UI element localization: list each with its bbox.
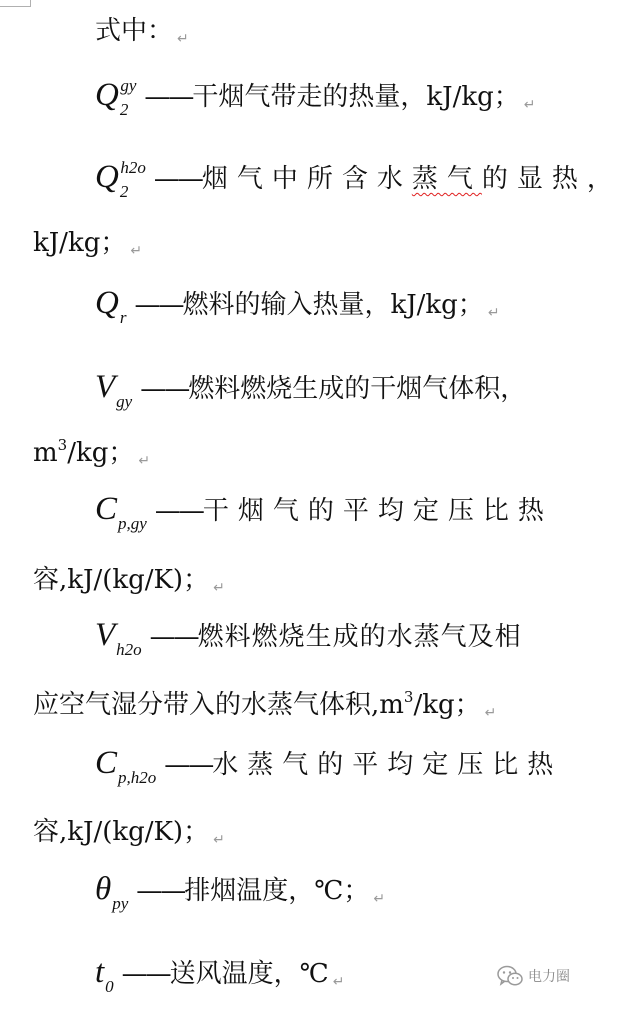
formula-subscript: 0 [105,977,114,996]
entry-q2-h2o [95,158,622,201]
entry-q2-gy [95,76,536,119]
formula-symbol: Q [95,159,119,195]
em-dash: —— [140,374,189,404]
formula-subscript: py [112,894,129,913]
formula-subscript: h2o [116,640,142,659]
formula-superscript: h2o [120,158,146,177]
formula-subscript: r [119,308,127,327]
intro-text: 式中： [95,16,174,46]
definition-text: 干烟气的平均定压比热 [202,496,553,526]
entry-qr [95,285,500,327]
paragraph-mark: ↵ [487,305,500,321]
formula-subscript: 2 [119,100,129,119]
intro-line [95,14,189,48]
definition-text: 送风温度，℃ [169,959,329,989]
entry-cp-gy [95,491,553,533]
unit-text: /kg； [413,690,481,720]
em-dash: —— [144,82,193,112]
watermark-text: 电力圈 [528,969,570,985]
entry-vgy-continuation [33,436,150,470]
formula-subscript: gy [116,392,133,411]
formula-subscript: p,h2o [118,768,157,787]
definition-text: 水蒸气的平均定压比热 [212,750,563,780]
entry-cp-gy-continuation [33,563,225,597]
paragraph-mark: ↵ [213,832,225,848]
paragraph-mark: ↵ [332,974,345,990]
definition-text: 燃料燃烧生成的水蒸气及相 [197,622,522,652]
definition-text: kJ/kg； [33,228,127,258]
em-dash: —— [164,750,213,780]
entry-cp-h2o-continuation [33,815,225,849]
definition-text: 的显热， [481,164,622,194]
unit-text: /kg； [67,438,135,468]
em-dash: —— [134,290,183,320]
entry-vh2o-continuation [33,688,496,722]
formula-symbol: t [95,954,105,990]
entry-cp-h2o [95,745,563,787]
entry-vgy [95,369,527,411]
paragraph-mark: ↵ [484,705,497,721]
definition-text: 燃料的输入热量，kJ/kg； [182,290,484,320]
formula-symbol: θ [95,871,112,907]
entry-vh2o [95,617,522,659]
definition-text: 排烟温度，℃； [184,876,370,906]
em-dash: —— [136,876,185,906]
paragraph-mark: ↵ [130,243,143,259]
formula-symbol: Q [95,77,119,113]
em-dash: —— [153,164,202,194]
definition-text: 应空气湿分带入的水蒸气体积,m [33,690,404,720]
wechat-icon [497,965,523,987]
paragraph-mark: ↵ [373,891,386,907]
definition-text: 烟气中所含水 [201,164,412,194]
spellcheck-underlined-text: 蒸气 [411,164,482,194]
paragraph-mark: ↵ [523,97,536,113]
formula-symbol: V [95,617,116,653]
formula-symbol: C [95,745,118,781]
entry-q2-h2o-continuation [33,226,142,260]
paragraph-mark: ↵ [138,453,151,469]
em-dash: —— [121,959,170,989]
unit-superscript: 3 [57,436,68,454]
em-dash: —— [149,622,198,652]
definition-text: 容,kJ/(kg/K)； [33,565,210,595]
entry-t0 [95,954,345,996]
definition-text: 干烟气带走的热量，kJ/kg； [192,82,520,112]
unit-superscript: 3 [403,688,414,706]
entry-theta-py [95,871,386,913]
definition-text: 容,kJ/(kg/K)； [33,817,210,847]
paragraph-mark: ↵ [213,580,225,596]
em-dash: —— [154,496,203,526]
formula-symbol: C [95,491,118,527]
page-corner-mark [0,0,31,7]
formula-subscript: p,gy [118,514,147,533]
unit-text: m [33,438,58,468]
formula-subscript: 2 [119,182,129,201]
watermark [497,965,570,987]
paragraph-mark: ↵ [177,31,189,47]
formula-symbol: V [95,369,116,405]
formula-superscript: gy [120,76,137,95]
formula-symbol: Q [95,285,119,321]
definition-text: 燃料燃烧生成的干烟气体积， [188,374,527,404]
